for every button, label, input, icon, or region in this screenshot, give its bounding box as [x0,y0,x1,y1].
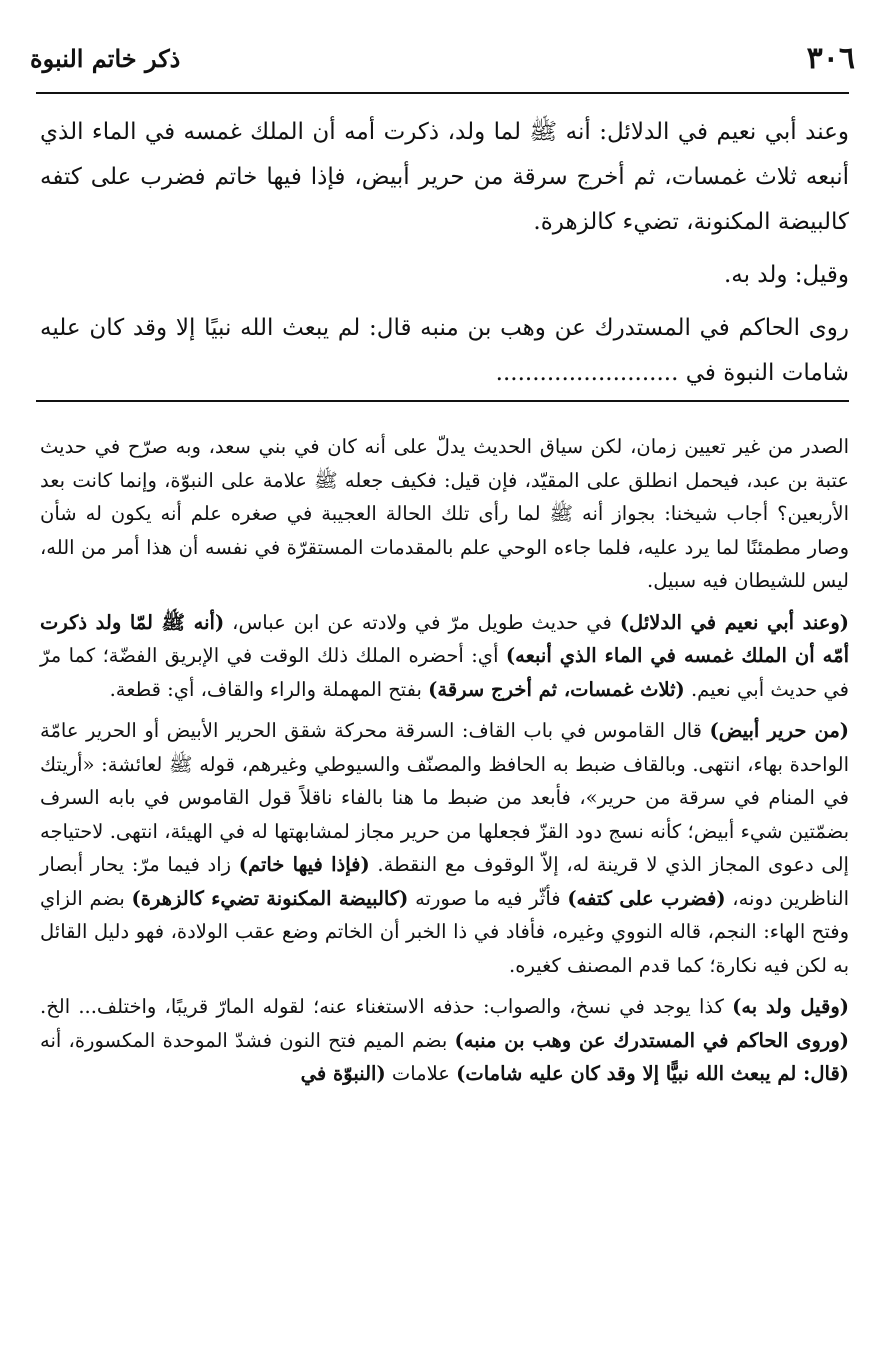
header-rule [36,92,849,94]
page-header [30,30,855,86]
page-number: ٣٠٦ [806,40,855,76]
commentary-paragraph [40,714,849,982]
commentary-text: بضم الميم فتح النون فشدّ الموحدة المكسورة، أنه [40,1028,455,1052]
commentary-text: زاد فيما مرّ: يحار أبصار الناظرين دونه، [40,853,849,910]
main-paragraph-text: روى الحاكم في المستدرك عن وهب بن منبه قال: لم يبعث الله نبيًا إلا وقد كان عليه شامات النبوة في [40,315,849,386]
main-text [40,110,849,396]
main-paragraph [40,306,849,396]
commentary-text: في حديث طويل مرّ في ولادته عن ابن عباس، [224,610,620,634]
quoted-text: (فإذا فيها خاتم) [238,853,370,876]
quoted-text: (قال: لم يبعث الله نبيًّا إلا وقد كان عليه شامات) [456,1062,849,1085]
commentary-text: أي: أحضره الملك ذلك الوقت في الإبريق الفضّة؛ كما مرّ في حديث أبي نعيم. [40,644,849,701]
main-paragraph: وقيل: ولد به. [723,262,849,288]
commentary-text: كذا يوجد في نسخ، والصواب: حذفه الاستغناء عنه؛ لقوله المارّ قريبًا، واختلف... الخ. [40,995,733,1018]
quoted-text: (من حرير أبيض) [709,719,849,742]
quoted-text: (وروى الحاكم في المستدرك عن وهب بن منبه) [454,1028,849,1052]
commentary-text: بفتح المهملة والراء والقاف، أي: قطعة. [109,677,429,701]
commentary-paragraph [40,990,849,1091]
quoted-text: (النبوّة في [300,1062,386,1085]
quoted-text: (ثلاث غمسات، ثم أخرج سرقة) [428,677,685,701]
quoted-text: (وقيل ولد به) [732,995,849,1018]
commentary-text: فأثّر فيه ما صورته [408,886,568,910]
commentary-text: قال القاموس في باب القاف: السرقة محركة شقق الحرير الأبيض أو الحرير عامّة الواحدة بهاء، انتهى. وبالقاف ضبط به الحافظ والمصنّف والسيوطي وغيرهم، قوله ﷺ لعائشة: «أريتك في المنام في سرقة من حرير»، فأبعد من ضبط ما هنا بالفاء ناقلاً قول القاموس في بابه السرف بضمّتين شيء أبيض؛ كأنه نسج دود القزّ فجعلها من حرير مجاز لمشابهتها له في الهيئة، انتهى. لاحتياجه إلى دعوى المجاز الذي لا قرينة له، إلاّ الوقوف مع النقطة. [40,719,849,876]
footnote-rule [36,400,849,402]
commentary-paragraph [40,606,849,707]
ellipsis-dots: ......................... [495,360,679,386]
running-title: ذكر خاتم النبوة [30,43,181,73]
quoted-text: (وعند أبي نعيم في الدلائل) [619,610,850,634]
commentary-text: بضم الزاي وفتح الهاء: النجم، قاله النووي وغيره، فأفاد في ذا الخبر أن الخاتم وضع عقب الولادة، فهو دليل القائل به لكن فيه نكارة؛ كما قدم المصنف كغيره. [40,886,849,977]
quoted-text: (كالبيضة المكنونة تضيء كالزهرة) [131,886,409,910]
main-paragraph: وعند أبي نعيم في الدلائل: أنه ﷺ لما ولد، ذكرت أمه أن الملك غمسه في الماء الذي أنبعه ثلاث غمسات، ثم أخرج سرقة من حرير أبيض، فإذا فيها خاتم فضرب على كتفه كالبيضة المكنونة، تضيء كالزهرة. [40,119,849,235]
quoted-text: (فضرب على كتفه) [567,886,726,910]
quoted-text: (أنه ﷺ لمّا ولد ذكرت أمّه أن الملك غمسه في الماء الذي أنبعه) [40,610,849,667]
commentary [40,430,849,1099]
commentary-paragraph: الصدر من غير تعيين زمان، لكن سياق الحديث يدلّ على أنه كان في بني سعد، وبه صرّح في حديث عتبة بن عبد، فيحمل انطلق على المقيّد، فإن قيل: فكيف جعله ﷺ علامة على النبوّة، وإنما كانت بعد الأربعين؟ أجاب شيخنا: بجواز أنه ﷺ لما رأى تلك الحالة العجيبة في صغره علم أنه يكون له شأن وصار مطمئنًا لما يرد عليه، فلما جاءه الوحي علم بالمقدمات المستقرّة في نفسه أن هذا أمر من الله، ليس للشيطان فيه سبيل. [40,435,849,592]
commentary-text: علامات [385,1062,457,1085]
